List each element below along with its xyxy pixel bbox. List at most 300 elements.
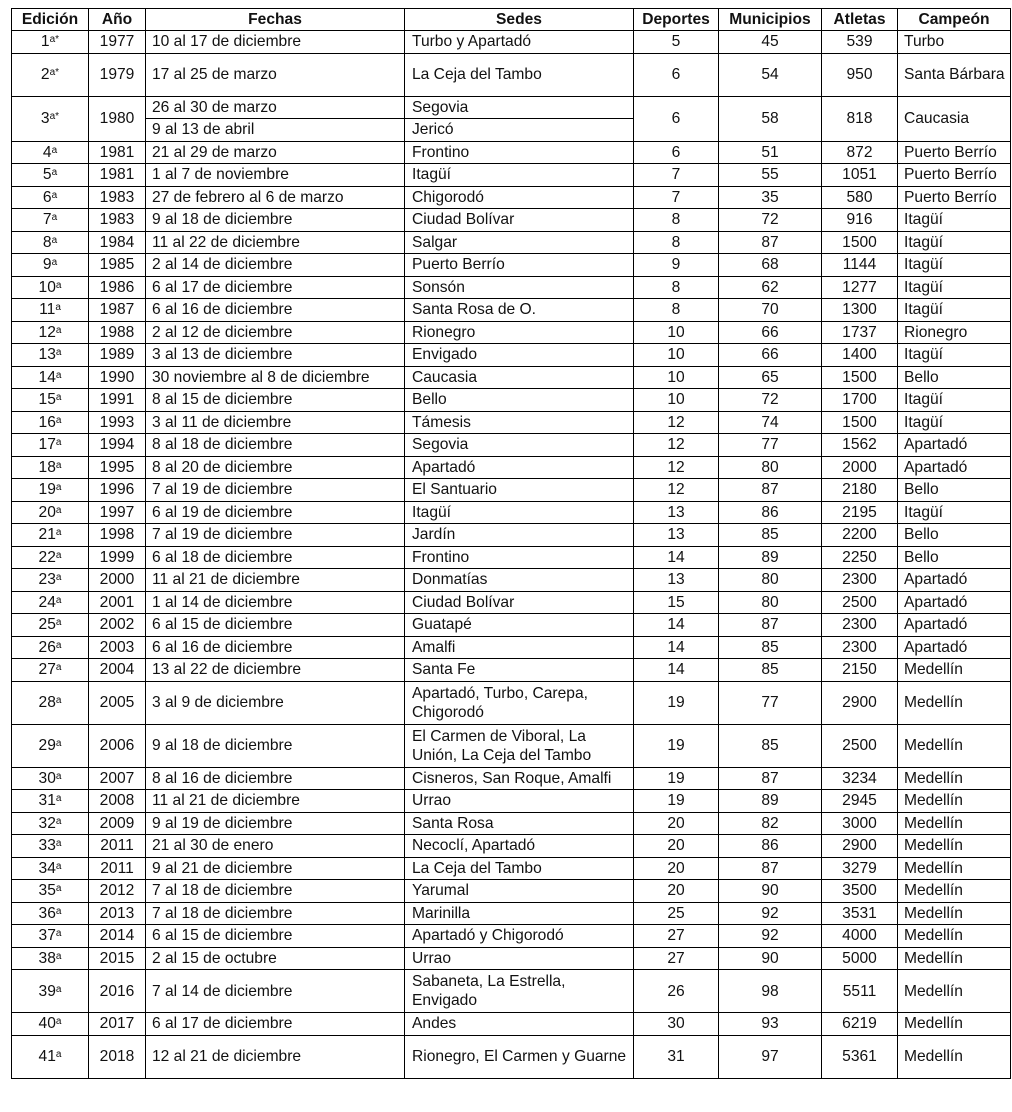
edition-cell bbox=[12, 299, 89, 322]
table-row bbox=[12, 411, 1011, 434]
champion-cell: Apartadó bbox=[898, 456, 1011, 479]
atletas-cell: 2900 bbox=[822, 681, 898, 724]
municipios-cell: 85 bbox=[719, 724, 822, 767]
edition-ordinal: a bbox=[55, 482, 62, 494]
deportes-cell: 14 bbox=[634, 659, 719, 682]
deportes-cell: 15 bbox=[634, 591, 719, 614]
year-cell: 1987 bbox=[89, 299, 146, 322]
dates-cell: 7 al 18 de diciembre bbox=[146, 880, 405, 903]
edition-ordinal: a bbox=[55, 815, 62, 827]
edition-ordinal: a bbox=[55, 617, 62, 629]
sede-cell: Cisneros, San Roque, Amalfi bbox=[405, 767, 634, 790]
champion-cell: Medellín bbox=[898, 659, 1011, 682]
dates-cell: 2 al 12 de diciembre bbox=[146, 321, 405, 344]
atletas-cell: 3279 bbox=[822, 857, 898, 880]
edition-cell bbox=[12, 53, 89, 96]
year-cell: 1994 bbox=[89, 434, 146, 457]
municipios-cell: 68 bbox=[719, 254, 822, 277]
edition-cell bbox=[12, 524, 89, 547]
municipios-cell: 97 bbox=[719, 1035, 822, 1078]
year-cell: 2004 bbox=[89, 659, 146, 682]
edition-cell bbox=[12, 835, 89, 858]
table-row bbox=[12, 636, 1011, 659]
sede-cell: Salgar bbox=[405, 231, 634, 254]
deportes-cell: 10 bbox=[634, 344, 719, 367]
sede-cell: Puerto Berrío bbox=[405, 254, 634, 277]
table-row bbox=[12, 96, 1011, 119]
dates-cell: 8 al 15 de diciembre bbox=[146, 389, 405, 412]
municipios-cell: 62 bbox=[719, 276, 822, 299]
year-cell: 1986 bbox=[89, 276, 146, 299]
table-row bbox=[12, 835, 1011, 858]
year-cell: 2007 bbox=[89, 767, 146, 790]
champion-cell: Medellín bbox=[898, 790, 1011, 813]
table-row bbox=[12, 1035, 1011, 1078]
champion-cell: Medellín bbox=[898, 970, 1011, 1013]
edition-number: 5 bbox=[42, 166, 52, 184]
year-cell: 1999 bbox=[89, 546, 146, 569]
deportes-cell: 12 bbox=[634, 456, 719, 479]
municipios-cell: 89 bbox=[719, 546, 822, 569]
dates-cell: 6 al 16 de diciembre bbox=[146, 299, 405, 322]
year-cell: 1983 bbox=[89, 209, 146, 232]
champion-cell: Itagüí bbox=[898, 344, 1011, 367]
sede-cell: Urrao bbox=[405, 947, 634, 970]
deportes-cell: 8 bbox=[634, 231, 719, 254]
dates-cell: 7 al 19 de diciembre bbox=[146, 479, 405, 502]
atletas-cell: 539 bbox=[822, 31, 898, 54]
edition-ordinal: a bbox=[55, 414, 62, 426]
edition-number: 17 bbox=[38, 436, 56, 454]
deportes-cell: 27 bbox=[634, 925, 719, 948]
edition-cell bbox=[12, 479, 89, 502]
table-row bbox=[12, 434, 1011, 457]
sede-cell: Santa Fe bbox=[405, 659, 634, 682]
table-row bbox=[12, 299, 1011, 322]
year-cell: 2002 bbox=[89, 614, 146, 637]
year-cell: 1980 bbox=[89, 96, 146, 141]
edition-cell bbox=[12, 659, 89, 682]
deportes-cell: 7 bbox=[634, 164, 719, 187]
edition-ordinal: a bbox=[51, 257, 58, 269]
year-cell: 1985 bbox=[89, 254, 146, 277]
table-row bbox=[12, 857, 1011, 880]
dates-cell: 6 al 15 de diciembre bbox=[146, 614, 405, 637]
edition-number: 9 bbox=[42, 256, 52, 274]
municipios-cell: 45 bbox=[719, 31, 822, 54]
atletas-cell: 3234 bbox=[822, 767, 898, 790]
sede-cell: Ciudad Bolívar bbox=[405, 591, 634, 614]
sede-cell: Segovia bbox=[405, 434, 634, 457]
deportes-cell: 14 bbox=[634, 636, 719, 659]
header-deportes: Deportes bbox=[634, 9, 719, 31]
edition-ordinal: a bbox=[55, 793, 62, 805]
champion-cell: Apartadó bbox=[898, 614, 1011, 637]
champion-cell: Medellín bbox=[898, 812, 1011, 835]
municipios-cell: 92 bbox=[719, 902, 822, 925]
year-cell: 2008 bbox=[89, 790, 146, 813]
champion-cell: Puerto Berrío bbox=[898, 141, 1011, 164]
edition-ordinal: a bbox=[55, 1016, 62, 1028]
table-row bbox=[12, 569, 1011, 592]
results-table-container bbox=[11, 8, 1005, 1079]
atletas-cell: 1300 bbox=[822, 299, 898, 322]
atletas-cell: 1277 bbox=[822, 276, 898, 299]
deportes-cell: 31 bbox=[634, 1035, 719, 1078]
atletas-cell: 2900 bbox=[822, 835, 898, 858]
edition-number: 34 bbox=[38, 859, 56, 877]
edition-number: 26 bbox=[38, 638, 56, 656]
sede-cell: Santa Rosa de O. bbox=[405, 299, 634, 322]
deportes-cell: 6 bbox=[634, 96, 719, 141]
sede-cell: Santa Rosa bbox=[405, 812, 634, 835]
edition-cell bbox=[12, 31, 89, 54]
edition-number: 18 bbox=[38, 458, 56, 476]
edition-number: 25 bbox=[38, 616, 56, 634]
municipios-cell: 65 bbox=[719, 366, 822, 389]
sede-cell: Sonsón bbox=[405, 276, 634, 299]
champion-cell: Bello bbox=[898, 366, 1011, 389]
champion-cell: Itagüí bbox=[898, 411, 1011, 434]
dates-cell: 17 al 25 de marzo bbox=[146, 53, 405, 96]
edition-cell bbox=[12, 276, 89, 299]
edition-number: 21 bbox=[38, 526, 56, 544]
deportes-cell: 20 bbox=[634, 857, 719, 880]
champion-cell: Rionegro bbox=[898, 321, 1011, 344]
dates-cell: 6 al 17 de diciembre bbox=[146, 1013, 405, 1036]
deportes-cell: 8 bbox=[634, 299, 719, 322]
edition-ordinal: a bbox=[55, 302, 61, 314]
champion-cell: Medellín bbox=[898, 681, 1011, 724]
dates-cell: 11 al 22 de diciembre bbox=[146, 231, 405, 254]
champion-cell: Itagüí bbox=[898, 231, 1011, 254]
table-row bbox=[12, 366, 1011, 389]
edition-cell bbox=[12, 366, 89, 389]
deportes-cell: 27 bbox=[634, 947, 719, 970]
edition-number: 23 bbox=[38, 571, 56, 589]
atletas-cell: 1737 bbox=[822, 321, 898, 344]
atletas-cell: 1400 bbox=[822, 344, 898, 367]
edition-cell bbox=[12, 1035, 89, 1078]
table-row bbox=[12, 812, 1011, 835]
edition-ordinal: a bbox=[55, 392, 62, 404]
year-cell: 1979 bbox=[89, 53, 146, 96]
dates-cell: 11 al 21 de diciembre bbox=[146, 790, 405, 813]
edition-number: 32 bbox=[38, 814, 56, 832]
deportes-cell: 19 bbox=[634, 724, 719, 767]
edition-number: 33 bbox=[38, 837, 56, 855]
champion-cell: Itagüí bbox=[898, 389, 1011, 412]
atletas-cell: 1051 bbox=[822, 164, 898, 187]
municipios-cell: 90 bbox=[719, 880, 822, 903]
edition-cell bbox=[12, 456, 89, 479]
deportes-cell: 19 bbox=[634, 767, 719, 790]
atletas-cell: 5511 bbox=[822, 970, 898, 1013]
table-body bbox=[12, 31, 1011, 1079]
table-row bbox=[12, 141, 1011, 164]
edition-number: 28 bbox=[38, 694, 56, 711]
atletas-cell: 1500 bbox=[822, 411, 898, 434]
deportes-cell: 7 bbox=[634, 186, 719, 209]
edition-cell bbox=[12, 569, 89, 592]
sede-cell: Rionegro bbox=[405, 321, 634, 344]
sede-cell: Andes bbox=[405, 1013, 634, 1036]
table-row bbox=[12, 501, 1011, 524]
edition-cell bbox=[12, 857, 89, 880]
table-row bbox=[12, 970, 1011, 1013]
deportes-cell: 14 bbox=[634, 614, 719, 637]
edition-number: 39 bbox=[38, 982, 56, 1000]
deportes-cell: 8 bbox=[634, 276, 719, 299]
edition-cell bbox=[12, 636, 89, 659]
sede-cell: Necoclí, Apartadó bbox=[405, 835, 634, 858]
edition-cell bbox=[12, 434, 89, 457]
edition-ordinal: a bbox=[55, 572, 62, 584]
deportes-cell: 25 bbox=[634, 902, 719, 925]
atletas-cell: 5361 bbox=[822, 1035, 898, 1078]
atletas-cell: 1144 bbox=[822, 254, 898, 277]
champion-cell: Medellín bbox=[898, 880, 1011, 903]
year-cell: 2011 bbox=[89, 857, 146, 880]
edition-ordinal: a bbox=[55, 504, 62, 516]
table-row bbox=[12, 31, 1011, 54]
champion-cell: Medellín bbox=[898, 925, 1011, 948]
edition-ordinal: a bbox=[55, 639, 62, 651]
municipios-cell: 87 bbox=[719, 857, 822, 880]
year-cell: 1977 bbox=[89, 31, 146, 54]
municipios-cell: 82 bbox=[719, 812, 822, 835]
champion-cell: Medellín bbox=[898, 857, 1011, 880]
deportes-cell: 13 bbox=[634, 569, 719, 592]
deportes-cell: 13 bbox=[634, 524, 719, 547]
edition-cell bbox=[12, 724, 89, 767]
edition-number: 10 bbox=[38, 278, 56, 296]
year-cell: 1983 bbox=[89, 186, 146, 209]
dates-cell: 30 noviembre al 8 de diciembre bbox=[146, 366, 405, 389]
table-row bbox=[12, 254, 1011, 277]
edition-cell bbox=[12, 614, 89, 637]
edition-cell bbox=[12, 812, 89, 835]
edition-number: 27 bbox=[38, 661, 56, 679]
edition-number: 29 bbox=[38, 737, 56, 754]
edition-cell bbox=[12, 254, 89, 277]
dates-cell: 6 al 16 de diciembre bbox=[146, 636, 405, 659]
edition-ordinal: a bbox=[55, 983, 62, 995]
dates-cell: 7 al 19 de diciembre bbox=[146, 524, 405, 547]
atletas-cell: 4000 bbox=[822, 925, 898, 948]
municipios-cell: 58 bbox=[719, 96, 822, 141]
champion-cell: Santa Bárbara bbox=[898, 53, 1011, 96]
edition-number: 35 bbox=[38, 882, 56, 900]
edition-cell bbox=[12, 681, 89, 724]
municipios-cell: 74 bbox=[719, 411, 822, 434]
champion-cell: Puerto Berrío bbox=[898, 186, 1011, 209]
deportes-cell: 13 bbox=[634, 501, 719, 524]
sede-cell: Segovia bbox=[405, 96, 634, 119]
municipios-cell: 90 bbox=[719, 947, 822, 970]
edition-ordinal: a bbox=[51, 144, 58, 156]
champion-cell: Caucasia bbox=[898, 96, 1011, 141]
dates-cell: 21 al 29 de marzo bbox=[146, 141, 405, 164]
edition-number: 4 bbox=[42, 143, 52, 161]
edition-ordinal: a bbox=[55, 1049, 62, 1060]
sede-cell: Jericó bbox=[405, 119, 634, 142]
deportes-cell: 10 bbox=[634, 366, 719, 389]
year-cell: 1988 bbox=[89, 321, 146, 344]
atletas-cell: 3000 bbox=[822, 812, 898, 835]
municipios-cell: 80 bbox=[719, 456, 822, 479]
sede-cell: Caucasia bbox=[405, 366, 634, 389]
dates-cell: 2 al 14 de diciembre bbox=[146, 254, 405, 277]
deportes-cell: 20 bbox=[634, 880, 719, 903]
atletas-cell: 1500 bbox=[822, 231, 898, 254]
table-row bbox=[12, 681, 1011, 724]
edition-ordinal: a bbox=[55, 662, 62, 674]
atletas-cell: 1700 bbox=[822, 389, 898, 412]
sede-cell: La Ceja del Tambo bbox=[405, 53, 634, 96]
atletas-cell: 580 bbox=[822, 186, 898, 209]
edition-ordinal: a bbox=[55, 527, 62, 539]
champion-cell: Turbo bbox=[898, 31, 1011, 54]
dates-cell: 9 al 13 de abril bbox=[146, 119, 405, 142]
edition-cell bbox=[12, 767, 89, 790]
table-row bbox=[12, 1013, 1011, 1036]
atletas-cell: 3500 bbox=[822, 880, 898, 903]
year-cell: 2003 bbox=[89, 636, 146, 659]
champion-cell: Apartadó bbox=[898, 569, 1011, 592]
edition-number: 13 bbox=[38, 346, 56, 364]
champion-cell: Medellín bbox=[898, 947, 1011, 970]
table-row bbox=[12, 591, 1011, 614]
municipios-cell: 87 bbox=[719, 479, 822, 502]
edition-cell bbox=[12, 880, 89, 903]
atletas-cell: 1500 bbox=[822, 366, 898, 389]
header-edicion: Edición bbox=[12, 9, 89, 31]
edition-number: 41 bbox=[38, 1048, 56, 1065]
sede-cell: Támesis bbox=[405, 411, 634, 434]
edition-cell bbox=[12, 141, 89, 164]
sede-cell: Marinilla bbox=[405, 902, 634, 925]
edition-cell bbox=[12, 925, 89, 948]
table-row bbox=[12, 724, 1011, 767]
dates-cell: 1 al 7 de noviembre bbox=[146, 164, 405, 187]
sede-cell: Donmatías bbox=[405, 569, 634, 592]
municipios-cell: 35 bbox=[719, 186, 822, 209]
deportes-cell: 30 bbox=[634, 1013, 719, 1036]
edition-number: 22 bbox=[38, 548, 56, 566]
champion-cell: Medellín bbox=[898, 1013, 1011, 1036]
sede-cell: Guatapé bbox=[405, 614, 634, 637]
edition-ordinal: a bbox=[55, 860, 62, 872]
atletas-cell: 5000 bbox=[822, 947, 898, 970]
year-cell: 2006 bbox=[89, 724, 146, 767]
edition-ordinal: a* bbox=[49, 34, 60, 46]
dates-cell: 3 al 11 de diciembre bbox=[146, 411, 405, 434]
edition-cell bbox=[12, 96, 89, 141]
edition-cell bbox=[12, 970, 89, 1013]
sede-cell: Chigorodó bbox=[405, 186, 634, 209]
edition-ordinal: a bbox=[51, 234, 58, 246]
atletas-cell: 2300 bbox=[822, 636, 898, 659]
edition-number: 12 bbox=[38, 323, 56, 341]
table-row bbox=[12, 53, 1011, 96]
municipios-cell: 86 bbox=[719, 835, 822, 858]
municipios-cell: 77 bbox=[719, 681, 822, 724]
edition-cell bbox=[12, 902, 89, 925]
atletas-cell: 2250 bbox=[822, 546, 898, 569]
dates-cell: 6 al 18 de diciembre bbox=[146, 546, 405, 569]
atletas-cell: 2180 bbox=[822, 479, 898, 502]
year-cell: 2005 bbox=[89, 681, 146, 724]
atletas-cell: 2945 bbox=[822, 790, 898, 813]
sede-cell: Jardín bbox=[405, 524, 634, 547]
edition-number: 3 bbox=[40, 110, 50, 127]
municipios-cell: 85 bbox=[719, 524, 822, 547]
edition-number: 16 bbox=[38, 413, 56, 431]
sede-cell: Frontino bbox=[405, 546, 634, 569]
sede-cell: Apartadó bbox=[405, 456, 634, 479]
municipios-cell: 89 bbox=[719, 790, 822, 813]
sede-cell: El Santuario bbox=[405, 479, 634, 502]
dates-cell: 8 al 18 de diciembre bbox=[146, 434, 405, 457]
deportes-cell: 20 bbox=[634, 812, 719, 835]
edition-number: 7 bbox=[42, 211, 52, 229]
edition-cell bbox=[12, 790, 89, 813]
edition-ordinal: a* bbox=[49, 111, 60, 122]
edition-cell bbox=[12, 344, 89, 367]
edition-ordinal: a bbox=[55, 770, 62, 782]
table-row bbox=[12, 925, 1011, 948]
sede-cell: Frontino bbox=[405, 141, 634, 164]
edition-ordinal: a bbox=[55, 928, 62, 940]
champion-cell: Itagüí bbox=[898, 276, 1011, 299]
dates-cell: 10 al 17 de diciembre bbox=[146, 31, 405, 54]
champion-cell: Itagüí bbox=[898, 501, 1011, 524]
year-cell: 1981 bbox=[89, 164, 146, 187]
deportes-cell: 26 bbox=[634, 970, 719, 1013]
edition-ordinal: a bbox=[51, 212, 58, 224]
edition-number: 20 bbox=[38, 503, 56, 521]
games-table bbox=[11, 8, 1011, 1079]
header-sedes: Sedes bbox=[405, 9, 634, 31]
dates-cell: 8 al 16 de diciembre bbox=[146, 767, 405, 790]
atletas-cell: 2195 bbox=[822, 501, 898, 524]
table-corner-line bbox=[11, 1078, 23, 1079]
sede-cell: Urrao bbox=[405, 790, 634, 813]
deportes-cell: 19 bbox=[634, 681, 719, 724]
edition-ordinal: a bbox=[55, 369, 62, 381]
year-cell: 2015 bbox=[89, 947, 146, 970]
edition-number: 37 bbox=[38, 927, 56, 945]
deportes-cell: 6 bbox=[634, 53, 719, 96]
year-cell: 1989 bbox=[89, 344, 146, 367]
year-cell: 2013 bbox=[89, 902, 146, 925]
champion-cell: Puerto Berrío bbox=[898, 164, 1011, 187]
edition-ordinal: a bbox=[55, 883, 62, 895]
header-campeon: Campeón bbox=[898, 9, 1011, 31]
champion-cell: Medellín bbox=[898, 724, 1011, 767]
dates-cell: 7 al 18 de diciembre bbox=[146, 902, 405, 925]
table-row bbox=[12, 767, 1011, 790]
edition-number: 11 bbox=[39, 301, 56, 319]
edition-number: 38 bbox=[38, 949, 56, 967]
champion-cell: Bello bbox=[898, 524, 1011, 547]
edition-cell bbox=[12, 947, 89, 970]
year-cell: 2014 bbox=[89, 925, 146, 948]
sede-cell: Bello bbox=[405, 389, 634, 412]
deportes-cell: 12 bbox=[634, 479, 719, 502]
dates-cell: 2 al 15 de octubre bbox=[146, 947, 405, 970]
